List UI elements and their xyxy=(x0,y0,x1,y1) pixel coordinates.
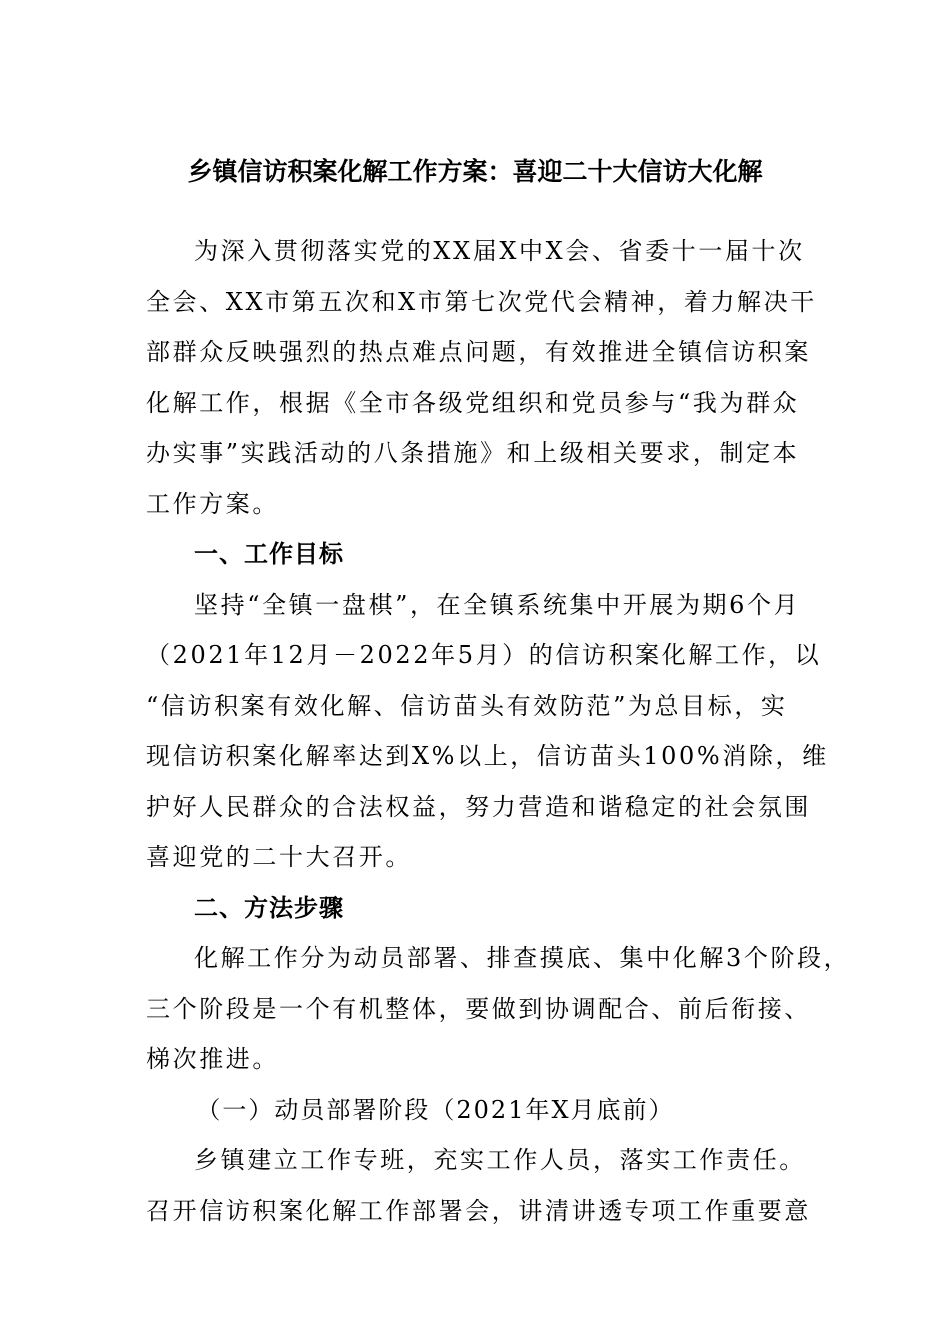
text-line: 为深入贯彻落实党的XX届X中X会、省委十一届十次 xyxy=(194,237,805,265)
text-line: 工作方案。 xyxy=(146,489,279,518)
section-heading-methods: 二、方法步骤 xyxy=(194,893,344,922)
text-line: （2021年12月－2022年5月）的信访积案化解工作，以 xyxy=(146,641,822,669)
text-line: 化解工作，根据《全市各级党组织和党员参与“我为群众 xyxy=(146,388,800,417)
document-title: 乡镇信访积案化解工作方案：喜迎二十大信访大化解 xyxy=(187,157,763,186)
methods-paragraph xyxy=(146,933,851,1085)
section-heading-goals: 一、工作目标 xyxy=(194,540,344,568)
mobilization-paragraph xyxy=(146,1135,811,1236)
text-line: 乡镇建立工作专班，充实工作人员，落实工作责任。 xyxy=(194,1146,806,1174)
intro-paragraph xyxy=(146,226,817,529)
text-line: 办实事”实践活动的八条措施》和上级相关要求，制定本 xyxy=(146,439,800,467)
text-line: “信访积案有效化解、信访苗头有效防范”为总目标，实 xyxy=(146,691,788,720)
text-line: 现信访积案化解率达到X%以上，信访苗头100%消除，维 xyxy=(146,742,829,770)
text-line: 喜迎党的二十大召开。 xyxy=(146,843,412,871)
text-line: 梯次推进。 xyxy=(146,1045,279,1073)
text-line: 部群众反映强烈的热点难点问题，有效推进全镇信访积案 xyxy=(146,338,811,366)
subsection-heading-mobilization: （一）动员部署阶段（2021年X月底前） xyxy=(196,1095,675,1124)
goals-paragraph xyxy=(146,580,829,883)
document-body xyxy=(146,226,851,1236)
text-line: 护好人民群众的合法权益，努力营造和谐稳定的社会氛围 xyxy=(146,792,811,821)
text-line: 化解工作分为动员部署、排查摸底、集中化解3个阶段， xyxy=(194,944,851,972)
text-line: 召开信访积案化解工作部署会，讲清讲透专项工作重要意 xyxy=(146,1196,811,1225)
text-line: 坚持“全镇一盘棋”，在全镇系统集中开展为期6个月 xyxy=(194,590,801,619)
text-line: 全会、XX市第五次和X市第七次党代会精神，着力解决干 xyxy=(146,287,817,316)
text-line: 三个阶段是一个有机整体，要做到协调配合、前后衔接、 xyxy=(146,994,811,1023)
